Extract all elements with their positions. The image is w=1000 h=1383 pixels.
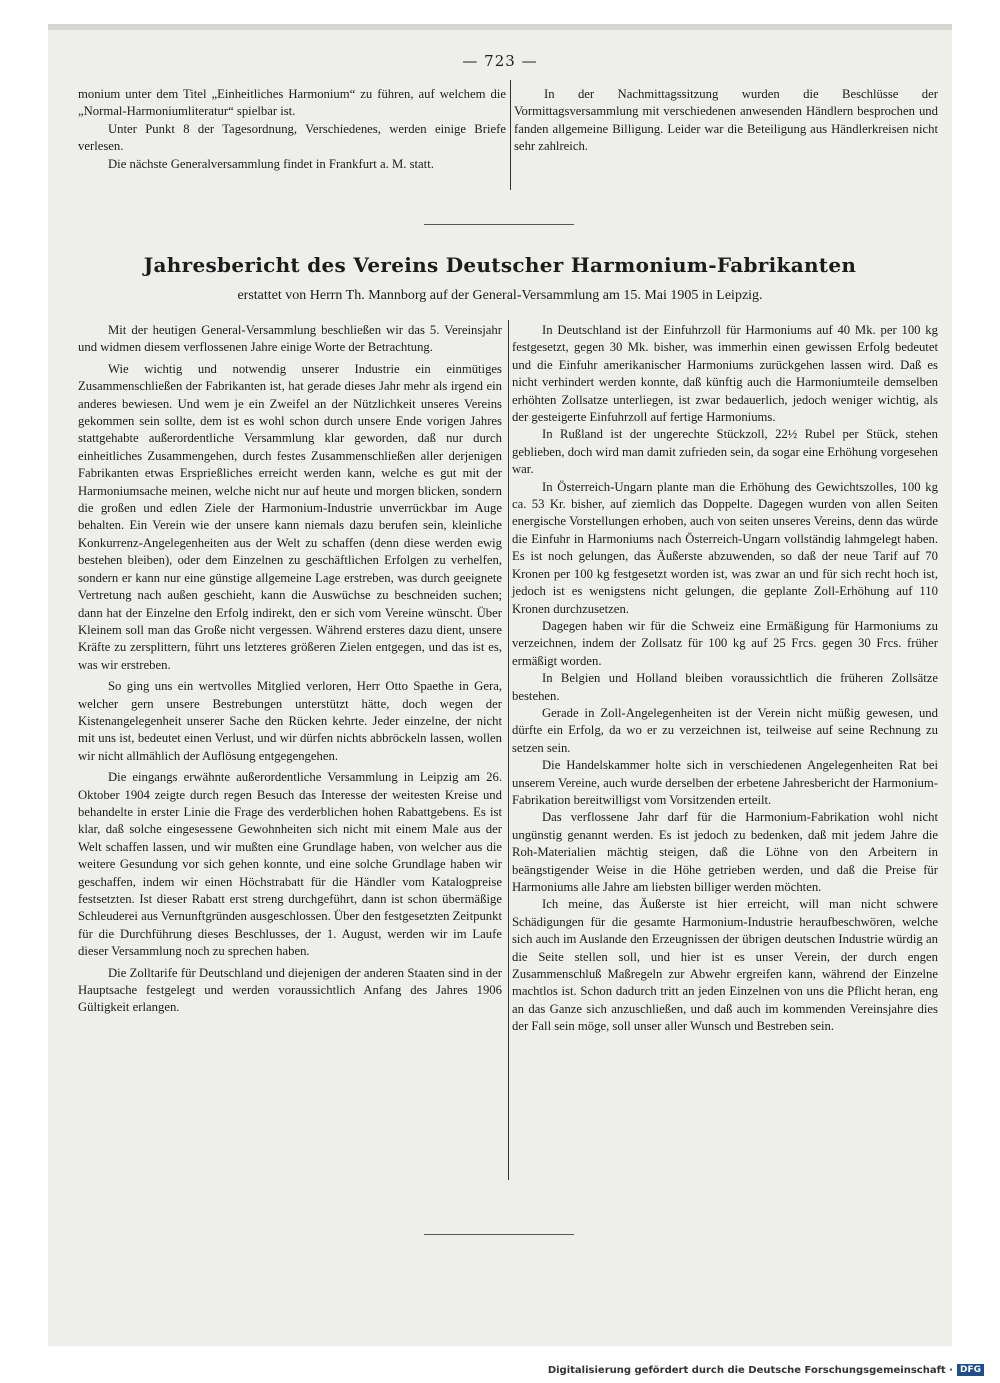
article-right-column: [512, 322, 938, 1036]
scanned-page: [48, 24, 952, 1346]
article-left-para-4: Die eingangs erwähnte außerordentliche Versammlung in Leipzig am 26. Oktober 1904 zeigte durch regen Besuch das Interesse der weitesten Kreise und behandelte in erster Linie die Frage des verderblichen hohen Rabattgebens. Es ist klar, daß solche eingesessene Gewohnheiten sich nicht mit einem Male aus der Welt schaffen lassen, und wir mußten eine Grundlage haben, von welcher aus die weitere Gesundung vor sich gehen konnte, und eine solche Grundlage haben wir geschaffen, indem wir einen Höchstrabatt für die Händler vom Katalogpreise festsetzten. Ist dieser Rabatt erst streng durchgeführt, dann ist schon übermäßige Schleuderei aus Vernunftgründen ausgeschlossen. Über den festgesetzten Zeitpunkt für die Durchführung dieses Beschlusses, der 1. August, werden wir im Laufe dieser Versammlung noch zu sprechen haben.: [78, 770, 502, 959]
article-left-para-2: Wie wichtig und notwendig unserer Industrie ein einmütiges Zusammenschließen der Fabrikanten ist, hat gerade dieses Jahr mehr als irgend ein anderes bewiesen. Und wem je ein Zweifel an der Nützlichkeit unseres Vereins gekommen sein sollte, dem ist es wohl schon durch unsere Ende vorigen Jahres stattgehabte außerordentliche Versammlung klar geworden, daß nur durch einheitliches Zusammengehen, durch festes Zusammenschließen aller derjenigen Fabrikanten etwas Ersprießliches erreicht werden kann, welche es gut mit der Harmoniumsache meinen, welche nicht nur auf heute und morgen blicken, sondern die großen und edlen Ziele der Harmonium-Industrie unverrückbar im Auge behalten. Ein Verein wie der unsere kann niemals dazu berufen sein, kleinliche Konkurrenz-Angelegenheiten aus der Welt zu schaffen (denn diese werden ewig bestehen bleiben), oder dem Einzelnen zu geschäftlichen Erfolgen zu verhelfen, sondern er kann nur eine günstige allgemeine Lage erstreben, was durch geeignete Vertretung nach außen geschieht, kann die Auswüchse zu beschneiden suchen; dann hat der Einzelne den Erfolg indirekt, den er sich vom Vereine wünscht. Über Kleinem soll man das Große nicht vergessen. Während ersteres dazu dient, unsere Kräfte zu zersplittern, führt uns letzteres größeren Zielen entgegen, und das ist es, was wir erstreben.: [78, 361, 502, 672]
footer-text: Digitalisierung gefördert durch die Deutsche Forschungsgemeinschaft ·: [547, 1364, 953, 1376]
article-subtitle: erstattet von Herrn Th. Mannborg auf der General-Versammlung am 15. Mai 1905 in Leipzig.: [237, 288, 763, 303]
top-right-para-1: In der Nachmittagssitzung wurden die Beschlüsse der Vormittagsversammlung mit verschiedenen anwesenden Händlern besprochen und fanden allgemeine Billigung. Leider war die Beteiligung aus Händlerkreisen nicht sehr zahlreich.: [514, 87, 938, 154]
top-right-column: [514, 86, 938, 156]
article-left-column: [78, 322, 502, 1017]
top-left-para-1: monium unter dem Titel „Einheitliches Harmonium“ zu führen, auf welchem die „Normal-Harmoniumliteratur“ spielbar ist.: [78, 87, 506, 119]
article-right-para-8: Das verflossene Jahr darf für die Harmonium-Fabrikation wohl nicht ungünstig genannt werden. Es ist jedoch zu bedenken, daß mit jedem Jahre die Roh-Materialien mächtig steigen, daß die Löhne von den Arbeitern in beängstigender Weise in die Höhe getrieben werden, und daß die Preise für Harmoniums alle Jahre am liebsten billiger werden möchten.: [512, 810, 938, 894]
article-right-para-9: Ich meine, das Äußerste ist hier erreicht, will man nicht schwere Schädigungen für die gesamte Harmonium-Industrie heraufbeschwören, welche sich auch im Auslande den Erzeugnissen der übrigen deutschen Industrie würdig an die Seite stellen soll, und hier ist es unser Verein, der durch engen Zusammenschluß Maßregeln zur Abwehr ergreifen kann, während der Einzelne machtlos ist. Schon dadurch tritt an jeden Einzelnen von uns die Pflicht heran, eng an das Ganze sich anzuschließen, und daß auch im kommenden Vereinsjahre dies der Fall sein möge, soll unser aller Wunsch und Bestreben sein.: [512, 897, 938, 1034]
dfg-logo: DFG: [957, 1364, 984, 1376]
article-right-para-5: In Belgien und Holland bleiben voraussichtlich die früheren Zollsätze bestehen.: [512, 671, 938, 703]
page-number: — 723 —: [462, 52, 538, 70]
article-right-para-1: In Deutschland ist der Einfuhrzoll für Harmoniums auf 40 Mk. per 100 kg festgesetzt, gegen 30 Mk. bisher, was immerhin einen gewissen Erfolg bedeutet und die Einfuhr amerikanischer Harmoniums zurückgehen lassen wird. Daß es nicht verhindert werden konnte, daß künftig auch die Harmoniumteile demselben erhöhten Zollsatze unterliegen, ist zwar bedauerlich, jedoch weniger wichtig, als der gesteigerte Einfuhrzoll auf fertige Harmoniums.: [512, 323, 938, 425]
top-left-para-2: Unter Punkt 8 der Tagesordnung, Verschiedenes, werden einige Briefe verlesen.: [78, 121, 506, 154]
top-left-para-3: Die nächste Generalversammlung findet in Frankfurt a. M. statt.: [108, 156, 434, 171]
section-rule-bottom: [424, 1234, 574, 1235]
article-left-para-1: Mit der heutigen General-Versammlung beschließen wir das 5. Vereinsjahr und widmen diesem verflossenen Jahre einige Worte der Betrachtung.: [78, 323, 502, 355]
column-divider-article: [508, 320, 509, 1180]
article-left-para-3: So ging uns ein wertvolles Mitglied verloren, Herr Otto Spaethe in Gera, welcher gern unsere Bestrebungen unterstützt hätte, doch wegen der Kistenangelegenheit unserer Sache den Rücken kehrte. Jeder einzelne, der nicht mit uns ist, bedeutet einen Verlust, und wir dürfen nichts abbröckeln lassen, wollen wir nicht allmählich der Auflösung entgegengehen.: [78, 679, 502, 763]
top-left-column: [78, 86, 506, 173]
section-rule-top: [424, 224, 574, 225]
digitization-footer: [548, 1364, 984, 1376]
article-left-para-5: Die Zolltarife für Deutschland und diejenigen der anderen Staaten sind in der Hauptsache festgelegt und werden voraussichtlich Anfang des Jahres 1906 Gültigkeit erlangen.: [78, 965, 502, 1015]
article-right-para-7: Die Handelskammer holte sich in verschiedenen Angelegenheiten Rat bei unserem Vereine, auch wurde derselben der erbetene Jahresbericht der Harmonium-Fabrikation bereitwilligst vom Vorsitzenden erteilt.: [512, 758, 938, 807]
article-right-para-4: Dagegen haben wir für die Schweiz eine Ermäßigung für Harmoniums zu verzeichnen, indem der Zollsatz für 100 kg auf 25 Frcs. gegen 30 Frcs. früher ermäßigt worden.: [512, 618, 938, 668]
article-title: Jahresbericht des Vereins Deutscher Harmonium-Fabrikanten: [143, 253, 857, 277]
article-right-para-3: In Österreich-Ungarn plante man die Erhöhung des Gewichtszolles, 100 kg ca. 53 Kr. bisher, auf ziemlich das Doppelte. Dagegen wurden von allen Seiten energische Vorstellungen erhoben, auch von seiten unseres Vereins, denn das würde die Einfuhr in Harmoniums nach Österreich-Ungarn vollständig lahmgelegt haben. Es ist noch gelungen, das Äußerste abzuwenden, so daß der neue Tarif auf 70 Kronen per 100 kg festgesetzt worden ist, was zwar an und für sich recht hoch ist, jedoch ist es wenigstens nicht gelungen, die geplante Zoll-Erhöhung auf 110 Kronen durchzusetzen.: [512, 479, 938, 616]
article-right-para-2: In Rußland ist der ungerechte Stückzoll, 22½ Rubel per Stück, stehen geblieben, doch wird man damit zufrieden sein, da sogar eine Erhöhung vorgesehen war.: [512, 427, 938, 477]
column-divider-top: [510, 80, 511, 190]
article-right-para-6: Gerade in Zoll-Angelegenheiten ist der Verein nicht müßig gewesen, und dürfte ein Erfolg, da wo er zu verzeichnen ist, teilweise auf seine Rechnung zu setzen sein.: [512, 705, 938, 755]
